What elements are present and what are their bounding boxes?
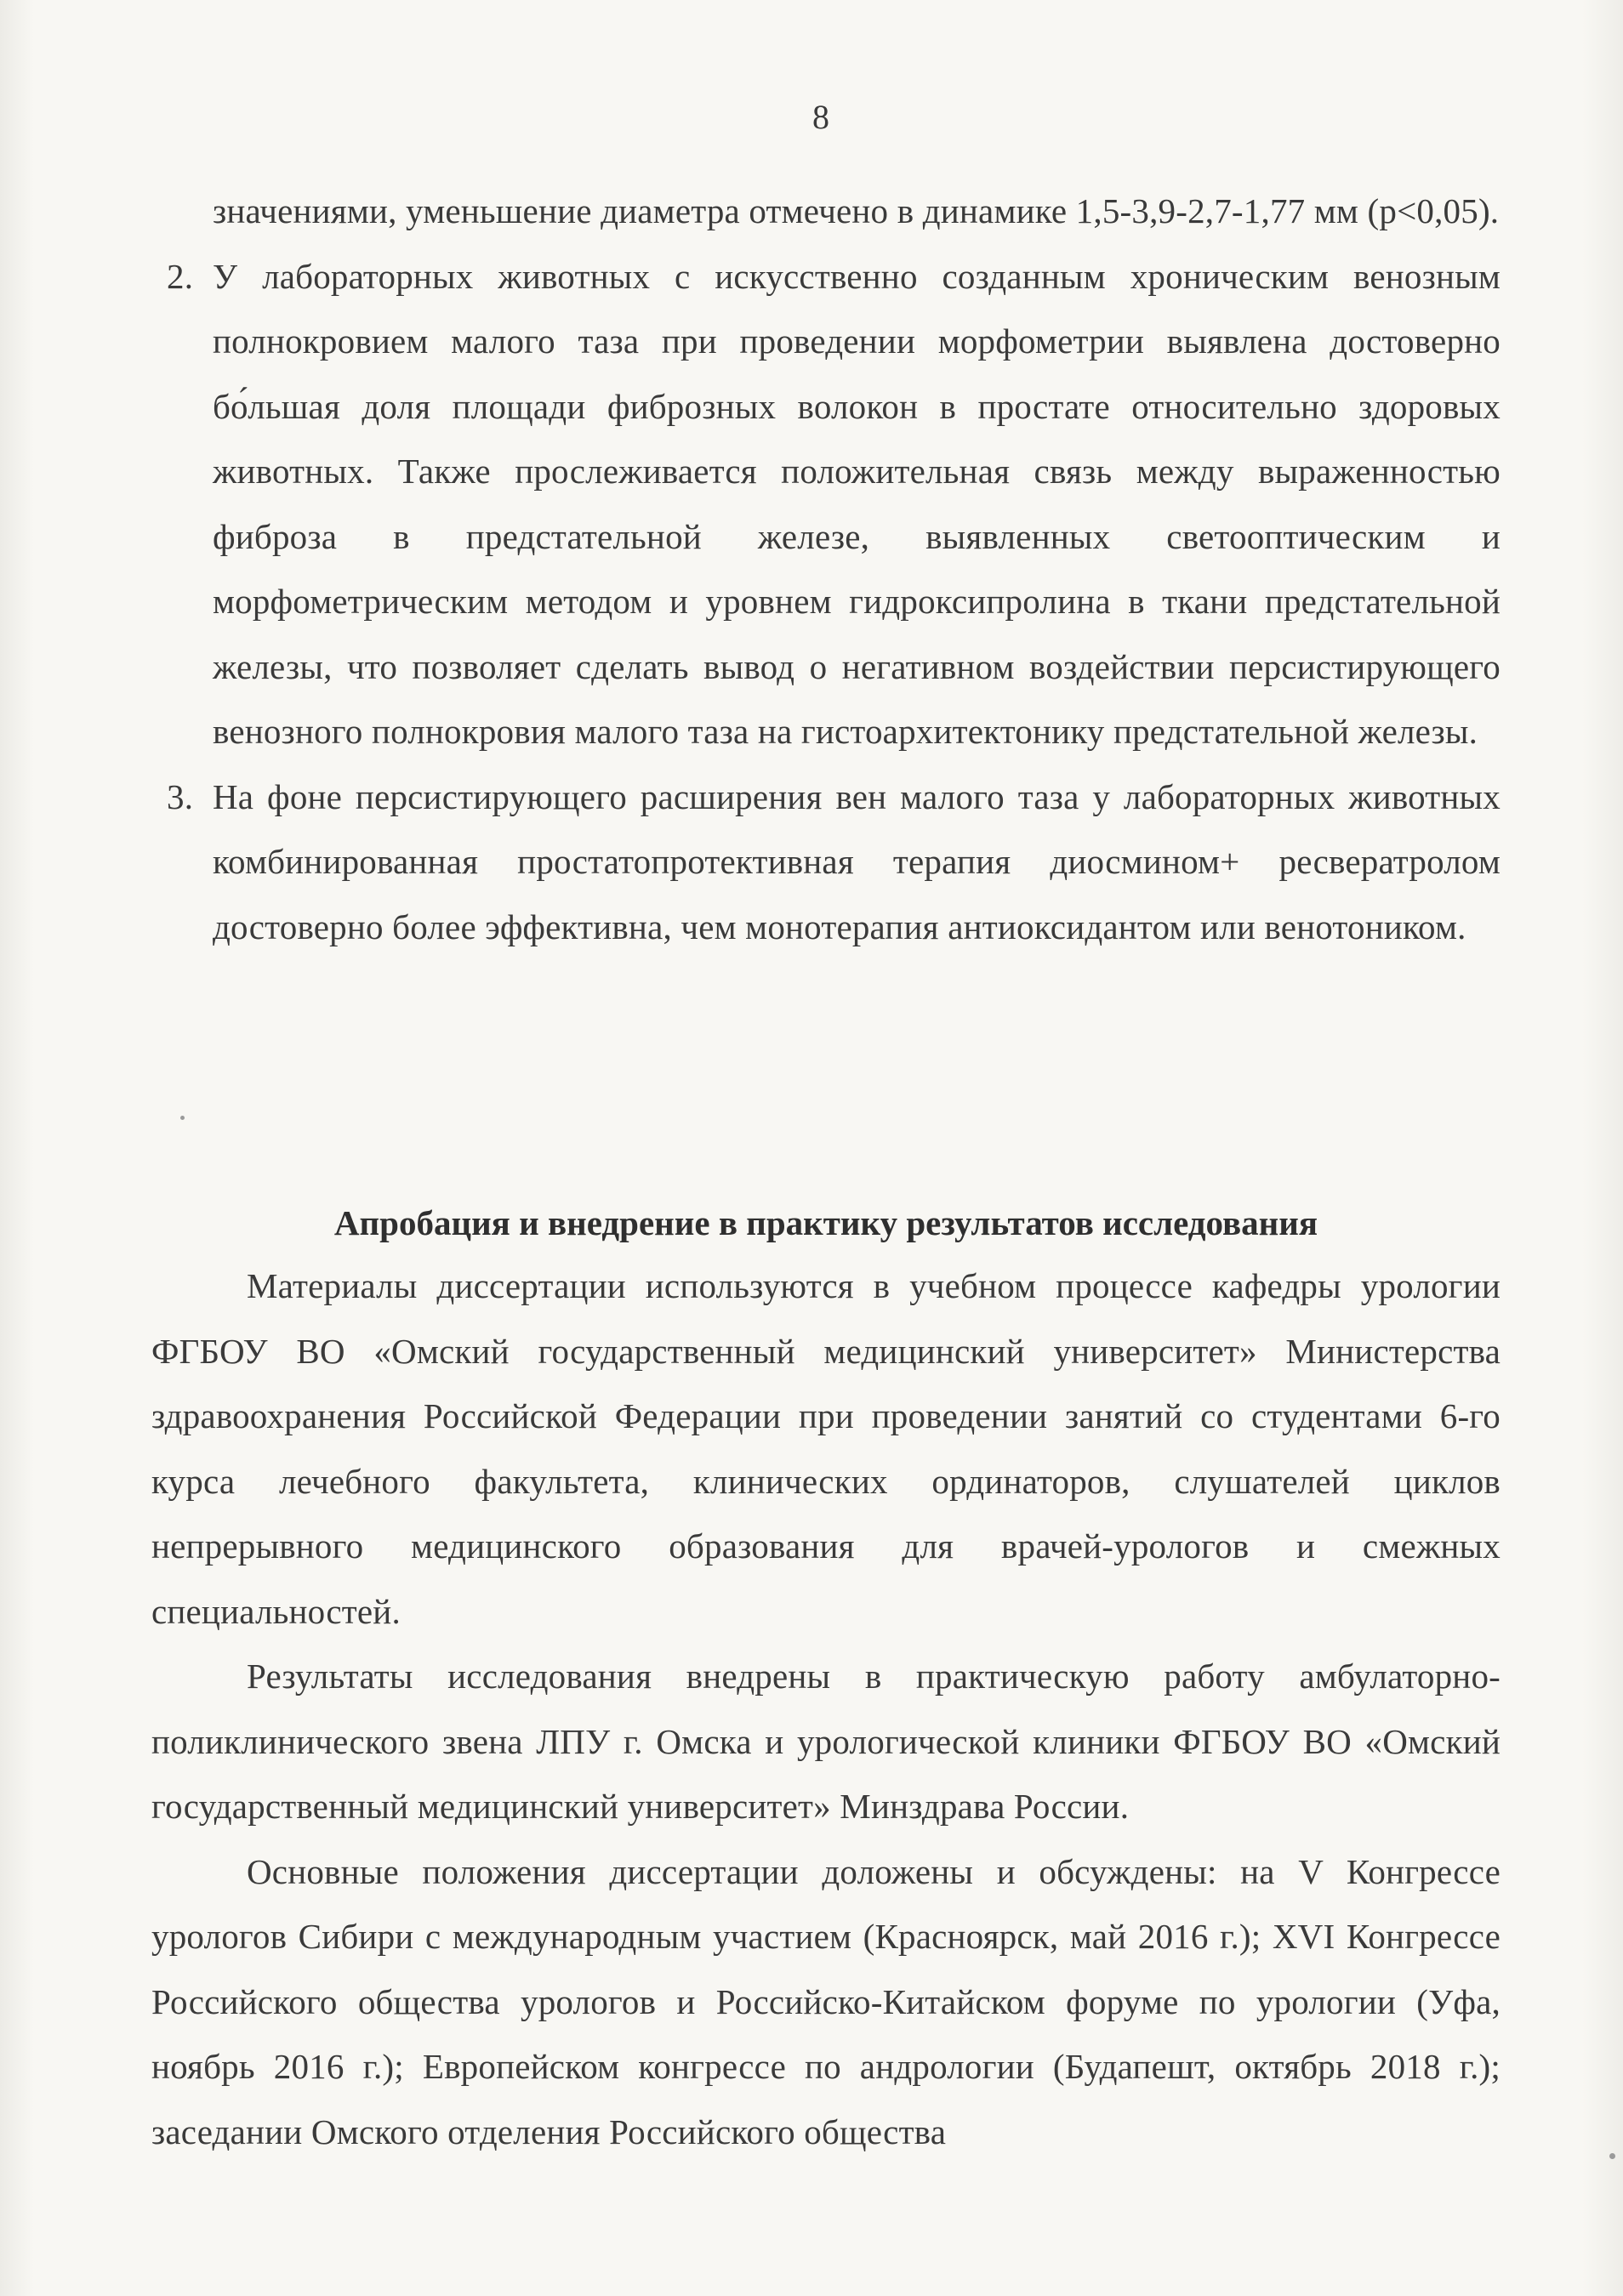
- scan-speck: [180, 1116, 185, 1120]
- list-item-3: [151, 764, 1501, 960]
- section-heading: Апробация и внедрение в практику результатов исследования: [333, 1203, 1318, 1242]
- section-body: [151, 1253, 1501, 2164]
- paragraph: Материалы диссертации используются в учебном процессе кафедры урологии ФГБОУ ВО «Омский государственный медицинский университет» Министерства здравоохранения Российской Федерации при проведении занятий со студентами 6-го курса лечебного факультета, клинических ординаторов, слушателей циклов непрерывного медицинского образования для врачей-урологов и смежных специальностей.: [151, 1266, 1501, 1631]
- scan-speck: [1609, 2153, 1615, 2159]
- page-number: 8: [812, 98, 829, 136]
- findings-list: [151, 179, 1501, 959]
- list-item-text: значениями, уменьшение диаметра отмечено в динамике 1,5-3,9-2,7-1,77 мм (p<0,05).: [213, 191, 1500, 230]
- list-item-number: 2.: [167, 256, 194, 296]
- list-item-continuation: [151, 179, 1501, 244]
- list-item-text: На фоне персистирующего расширения вен малого таза у лабораторных животных комбинированная простатопротективная терапия диосмином+ ресвератролом достоверно более эффективна, чем монотерапия антиоксидантом или венотоником.: [213, 776, 1501, 946]
- paragraph: Основные положения диссертации доложены и обсуждены: на V Конгрессе урологов Сибири с международным участием (Красноярск, май 2016 г.); XVI Конгрессе Российского общества урологов и Российско-Китайском форуме по урологии (Уфа, ноябрь 2016 г.); Европейском конгрессе по андрологии (Будапешт, октябрь 2018 г.); заседании Омского отделения Российского общества: [151, 1851, 1501, 2151]
- list-item-number: 3.: [167, 776, 194, 816]
- paragraph: Результаты исследования внедрены в практическую работу амбулаторно-поликлинического звена ЛПУ г. Омска и урологической клиники ФГБОУ ВО «Омский государственный медицинский университет» Минздрава России.: [151, 1657, 1501, 1826]
- list-item-2: [151, 244, 1501, 764]
- list-item-text: У лабораторных животных с искусственно созданным хроническим венозным полнокровием малого таза при проведении морфометрии выявлена достоверно бо́льшая доля площади фиброзных волокон в простате относительно здоровых животных. Также прослеживается положительная связь между выраженностью фиброза в предстательной железе, выявленных светооптическим и морфометрическим методом и уровнем гидроксипролина в ткани предстательной железы, что позволяет сделать вывод о негативном воздействии персистирующего венозного полнокровия малого таза на гистоархитектонику предстательной железы.: [213, 256, 1501, 751]
